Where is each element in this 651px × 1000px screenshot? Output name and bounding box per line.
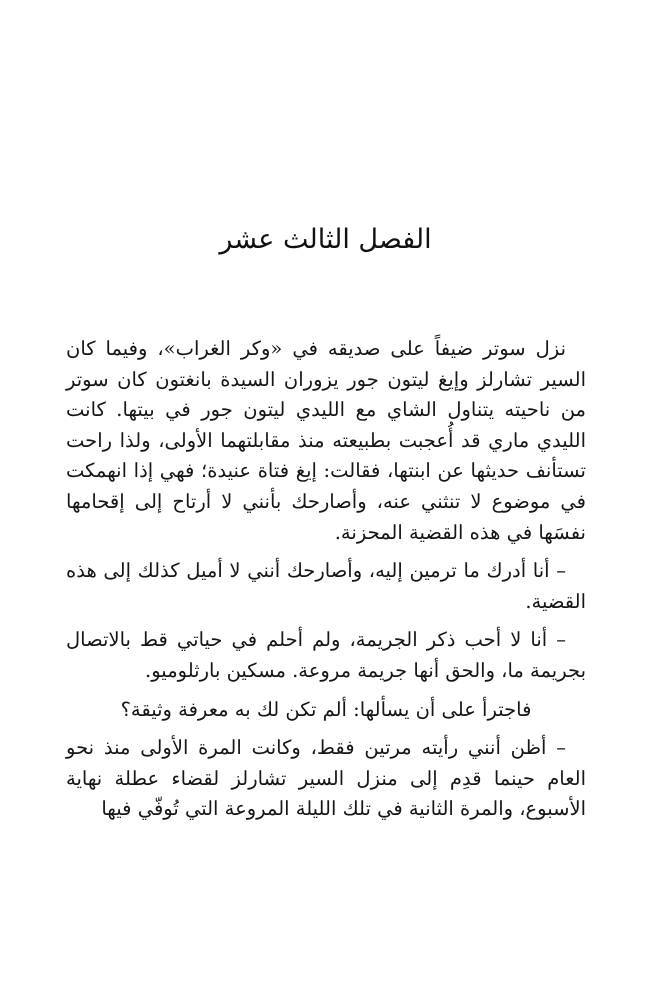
- dialogue-paragraph: – أظن أنني رأيته مرتين فقط، وكانت المرة الأولى منذ نحو العام حينما قدِم إلى منزل السير تشارلز لقضاء عطلة نهاية الأسبوع، والمرة الثانية في تلك الليلة المروعة التي تُوفّي فيها: [66, 736, 586, 821]
- paragraph: نزل سوتر ضيفاً على صديقه في «وكر الغراب»، وفيما كان السير تشارلز وإيغ ليتون جور يزوران السيدة بانغتون كان سوتر من ناحيته يتناول الشاي مع الليدي ليتون جور في بيتها. كانت الليدي ماري قد أُعجبت بطبيعته منذ مقابلتهما الأولى، ولذا راحت تستأنف حديثها عن ابنتها، فقالت: إيغ فتاة عنيدة؛ فهي إذا انهمكت في موضوع لا تنثني عنه، وأصارحك بأنني لا أرتاح إلى إقحامها نفسَها في هذه القضية المحزنة.: [66, 337, 586, 544]
- chapter-body: [66, 334, 586, 833]
- dialogue-paragraph: – أنا أدرك ما ترمين إليه، وأصارحك أنني لا أميل كذلك إلى هذه القضية.: [66, 559, 586, 613]
- dialogue-paragraph: – أنا لا أحب ذكر الجريمة، ولم أحلم في حياتي قط بالاتصال بجريمة ما، والحق أنها جريمة مروعة. مسكين بارثلوميو.: [66, 628, 586, 682]
- question-paragraph: فاجترأ على أن يسألها: ألم تكن لك به معرفة وثيقة؟: [120, 697, 532, 721]
- chapter-title: الفصل الثالث عشر: [219, 224, 432, 255]
